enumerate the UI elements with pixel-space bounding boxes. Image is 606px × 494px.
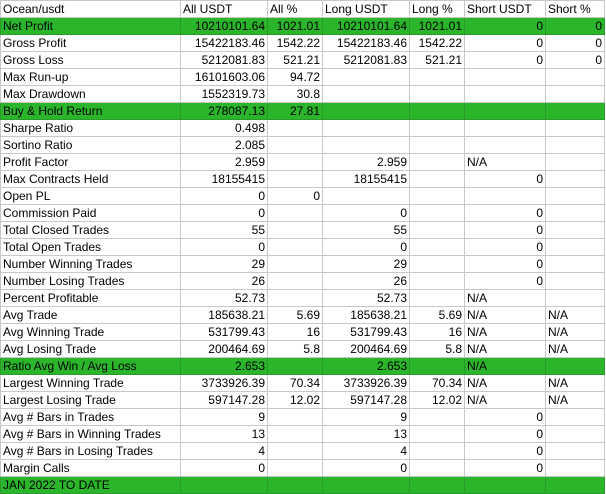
cell-long-pct[interactable] [410, 443, 465, 460]
cell-long-usdt[interactable]: 531799.43 [323, 324, 410, 341]
cell-all-usdt[interactable]: 55 [181, 222, 268, 239]
cell-label[interactable]: Avg # Bars in Trades [1, 409, 181, 426]
cell-short-usdt[interactable]: N/A [465, 154, 546, 171]
cell-short-pct[interactable] [546, 120, 605, 137]
table-row [1, 324, 605, 341]
cell-long-usdt[interactable]: 9 [323, 409, 410, 426]
cell-long-pct[interactable]: 5.8 [410, 341, 465, 358]
table-row [1, 443, 605, 460]
cell-all-pct[interactable] [268, 290, 323, 307]
cell-short-usdt[interactable]: 0 [465, 52, 546, 69]
table-row [1, 103, 605, 120]
cell-long-pct[interactable]: 16 [410, 324, 465, 341]
cell-long-pct[interactable] [410, 273, 465, 290]
cell-short-usdt[interactable]: N/A [465, 290, 546, 307]
cell-short-usdt[interactable]: 0 [465, 239, 546, 256]
header-cell-long-pct[interactable]: Long % [410, 1, 465, 18]
cell-short-pct[interactable] [546, 86, 605, 103]
header-cell-all-pct[interactable]: All % [268, 1, 323, 18]
table-row [1, 188, 605, 205]
cell-label[interactable]: Max Run-up [1, 69, 181, 86]
cell-short-pct[interactable] [546, 239, 605, 256]
cell-label[interactable]: Margin Calls [1, 460, 181, 477]
cell-long-pct[interactable] [410, 256, 465, 273]
cell-all-usdt[interactable]: 1552319.73 [181, 86, 268, 103]
table-row [1, 409, 605, 426]
cell-short-usdt[interactable]: 0 [465, 426, 546, 443]
cell-all-pct[interactable]: 16 [268, 324, 323, 341]
cell-label[interactable]: Net Profit [1, 18, 181, 35]
cell-short-pct[interactable] [546, 171, 605, 188]
cell-long-usdt[interactable] [323, 86, 410, 103]
table-row [1, 426, 605, 443]
cell-short-pct[interactable] [546, 460, 605, 477]
cell-all-usdt[interactable]: 2.959 [181, 154, 268, 171]
cell-long-usdt[interactable]: 10210101.64 [323, 18, 410, 35]
cell-all-pct[interactable]: 30.8 [268, 86, 323, 103]
cell-all-pct[interactable]: 1021.01 [268, 18, 323, 35]
cell-short-usdt[interactable] [465, 188, 546, 205]
cell-label[interactable]: JAN 2022 TO DATE [1, 477, 181, 494]
cell-label[interactable]: Buy & Hold Return [1, 103, 181, 120]
cell-label[interactable]: Number Losing Trades [1, 273, 181, 290]
cell-all-pct[interactable] [268, 443, 323, 460]
cell-long-usdt[interactable]: 55 [323, 222, 410, 239]
cell-short-usdt[interactable]: N/A [465, 392, 546, 409]
cell-short-usdt[interactable]: 0 [465, 171, 546, 188]
cell-all-pct[interactable] [268, 154, 323, 171]
cell-short-usdt[interactable]: 0 [465, 273, 546, 290]
cell-long-usdt[interactable]: 5212081.83 [323, 52, 410, 69]
cell-short-usdt[interactable] [465, 120, 546, 137]
cell-long-pct[interactable] [410, 409, 465, 426]
cell-long-usdt[interactable]: 52.73 [323, 290, 410, 307]
cell-long-pct[interactable] [410, 222, 465, 239]
cell-all-pct[interactable] [268, 171, 323, 188]
cell-long-usdt[interactable] [323, 137, 410, 154]
cell-long-pct[interactable] [410, 188, 465, 205]
cell-all-pct[interactable] [268, 120, 323, 137]
cell-long-usdt[interactable]: 15422183.46 [323, 35, 410, 52]
table-row [1, 273, 605, 290]
cell-short-pct[interactable] [546, 69, 605, 86]
cell-all-pct[interactable] [268, 460, 323, 477]
cell-short-usdt[interactable]: 0 [465, 35, 546, 52]
cell-all-pct[interactable] [268, 137, 323, 154]
cell-all-usdt[interactable]: 3733926.39 [181, 375, 268, 392]
table-row [1, 460, 605, 477]
cell-long-usdt[interactable] [323, 103, 410, 120]
cell-label[interactable]: Profit Factor [1, 154, 181, 171]
cell-all-usdt[interactable]: 0 [181, 239, 268, 256]
table-row [1, 154, 605, 171]
cell-label[interactable]: Sortino Ratio [1, 137, 181, 154]
cell-short-pct[interactable] [546, 222, 605, 239]
cell-short-pct[interactable] [546, 188, 605, 205]
cell-short-usdt[interactable]: 0 [465, 460, 546, 477]
cell-short-pct[interactable] [546, 103, 605, 120]
cell-short-pct[interactable]: 0 [546, 18, 605, 35]
cell-all-usdt[interactable]: 2.653 [181, 358, 268, 375]
table-row [1, 18, 605, 35]
cell-all-usdt[interactable]: 52.73 [181, 290, 268, 307]
cell-all-usdt[interactable]: 0.498 [181, 120, 268, 137]
cell-short-usdt[interactable] [465, 137, 546, 154]
cell-label[interactable]: Avg # Bars in Losing Trades [1, 443, 181, 460]
cell-short-pct[interactable]: N/A [546, 307, 605, 324]
table-row [1, 171, 605, 188]
cell-all-usdt[interactable]: 0 [181, 205, 268, 222]
cell-long-pct[interactable] [410, 358, 465, 375]
cell-long-pct[interactable]: 70.34 [410, 375, 465, 392]
table-row [1, 222, 605, 239]
cell-short-pct[interactable] [546, 256, 605, 273]
cell-short-usdt[interactable]: 0 [465, 256, 546, 273]
cell-short-pct[interactable]: N/A [546, 341, 605, 358]
cell-label[interactable]: Gross Loss [1, 52, 181, 69]
cell-label[interactable]: Ratio Avg Win / Avg Loss [1, 358, 181, 375]
cell-short-pct[interactable]: N/A [546, 324, 605, 341]
cell-all-pct[interactable] [268, 426, 323, 443]
cell-label[interactable]: Avg Trade [1, 307, 181, 324]
table-row [1, 375, 605, 392]
cell-all-pct[interactable] [268, 358, 323, 375]
header-row [1, 1, 605, 18]
table-row [1, 205, 605, 222]
cell-label[interactable]: Avg Winning Trade [1, 324, 181, 341]
cell-short-usdt[interactable]: N/A [465, 324, 546, 341]
table-row [1, 307, 605, 324]
cell-all-pct[interactable]: 5.8 [268, 341, 323, 358]
cell-all-usdt[interactable]: 2.085 [181, 137, 268, 154]
cell-long-pct[interactable] [410, 290, 465, 307]
header-cell-long-usdt[interactable]: Long USDT [323, 1, 410, 18]
cell-label[interactable]: Largest Losing Trade [1, 392, 181, 409]
cell-long-pct[interactable] [410, 205, 465, 222]
table-row [1, 69, 605, 86]
table-row [1, 290, 605, 307]
cell-all-pct[interactable]: 12.02 [268, 392, 323, 409]
table-row [1, 86, 605, 103]
cell-label[interactable]: Avg # Bars in Winning Trades [1, 426, 181, 443]
cell-label[interactable]: Commission Paid [1, 205, 181, 222]
cell-all-usdt[interactable]: 10210101.64 [181, 18, 268, 35]
cell-all-usdt[interactable]: 531799.43 [181, 324, 268, 341]
cell-short-usdt[interactable]: 0 [465, 18, 546, 35]
cell-long-usdt[interactable] [323, 120, 410, 137]
cell-all-pct[interactable] [268, 256, 323, 273]
cell-long-usdt[interactable]: 0 [323, 460, 410, 477]
cell-short-pct[interactable] [546, 443, 605, 460]
cell-all-pct[interactable]: 70.34 [268, 375, 323, 392]
cell-long-usdt[interactable]: 597147.28 [323, 392, 410, 409]
cell-all-usdt[interactable]: 16101603.06 [181, 69, 268, 86]
cell-all-pct[interactable]: 1542.22 [268, 35, 323, 52]
cell-long-pct[interactable]: 1542.22 [410, 35, 465, 52]
cell-long-pct[interactable] [410, 460, 465, 477]
cell-long-usdt[interactable]: 4 [323, 443, 410, 460]
cell-all-usdt[interactable]: 26 [181, 273, 268, 290]
cell-all-pct[interactable] [268, 273, 323, 290]
cell-long-pct[interactable]: 5.69 [410, 307, 465, 324]
cell-all-pct[interactable]: 0 [268, 188, 323, 205]
cell-short-pct[interactable] [546, 290, 605, 307]
cell-all-pct[interactable]: 94.72 [268, 69, 323, 86]
cell-all-usdt[interactable]: 5212081.83 [181, 52, 268, 69]
cell-all-usdt[interactable]: 0 [181, 188, 268, 205]
table-row [1, 137, 605, 154]
cell-long-usdt[interactable]: 18155415 [323, 171, 410, 188]
cell-short-usdt[interactable]: 0 [465, 443, 546, 460]
cell-short-pct[interactable] [546, 154, 605, 171]
cell-label[interactable]: Open PL [1, 188, 181, 205]
cell-all-usdt[interactable]: 13 [181, 426, 268, 443]
table-row [1, 358, 605, 375]
cell-all-pct[interactable]: 5.69 [268, 307, 323, 324]
cell-long-pct[interactable] [410, 137, 465, 154]
cell-long-pct[interactable] [410, 239, 465, 256]
cell-short-pct[interactable] [546, 426, 605, 443]
cell-all-usdt[interactable]: 15422183.46 [181, 35, 268, 52]
cell-all-usdt[interactable]: 9 [181, 409, 268, 426]
cell-long-usdt[interactable]: 3733926.39 [323, 375, 410, 392]
cell-short-usdt[interactable]: N/A [465, 341, 546, 358]
cell-long-pct[interactable]: 1021.01 [410, 18, 465, 35]
cell-all-pct[interactable] [268, 239, 323, 256]
cell-all-pct[interactable] [268, 222, 323, 239]
cell-all-usdt[interactable]: 597147.28 [181, 392, 268, 409]
cell-long-pct[interactable] [410, 103, 465, 120]
cell-short-usdt[interactable]: 0 [465, 205, 546, 222]
cell-long-usdt[interactable]: 29 [323, 256, 410, 273]
cell-short-usdt[interactable]: 0 [465, 222, 546, 239]
cell-short-usdt[interactable] [465, 86, 546, 103]
header-cell-all-usdt[interactable]: All USDT [181, 1, 268, 18]
cell-label[interactable]: Sharpe Ratio [1, 120, 181, 137]
cell-all-usdt[interactable]: 200464.69 [181, 341, 268, 358]
cell-long-pct[interactable] [410, 69, 465, 86]
cell-long-usdt[interactable]: 0 [323, 205, 410, 222]
cell-long-usdt[interactable] [323, 69, 410, 86]
cell-short-pct[interactable]: N/A [546, 392, 605, 409]
cell-all-usdt[interactable]: 278087.13 [181, 103, 268, 120]
cell-short-usdt[interactable]: N/A [465, 358, 546, 375]
cell-all-usdt[interactable]: 0 [181, 460, 268, 477]
header-cell-label[interactable]: Ocean/usdt [1, 1, 181, 18]
cell-all-usdt[interactable]: 185638.21 [181, 307, 268, 324]
cell-short-usdt[interactable]: N/A [465, 307, 546, 324]
cell-label[interactable]: Max Contracts Held [1, 171, 181, 188]
cell-long-pct[interactable]: 12.02 [410, 392, 465, 409]
cell-long-pct[interactable] [410, 171, 465, 188]
table-row [1, 120, 605, 137]
cell-long-pct[interactable] [410, 426, 465, 443]
cell-label[interactable]: Avg Losing Trade [1, 341, 181, 358]
header-cell-short-usdt[interactable]: Short USDT [465, 1, 546, 18]
cell-long-usdt[interactable]: 2.959 [323, 154, 410, 171]
cell-long-usdt[interactable] [323, 188, 410, 205]
cell-short-pct[interactable]: 0 [546, 52, 605, 69]
cell-long-usdt[interactable]: 185638.21 [323, 307, 410, 324]
cell-long-usdt[interactable]: 26 [323, 273, 410, 290]
cell-all-pct[interactable]: 521.21 [268, 52, 323, 69]
cell-long-pct[interactable] [410, 86, 465, 103]
table-row [1, 239, 605, 256]
cell-long-pct[interactable] [410, 120, 465, 137]
cell-label[interactable]: Number Winning Trades [1, 256, 181, 273]
cell-short-pct[interactable] [546, 273, 605, 290]
table-row [1, 341, 605, 358]
table-row [1, 35, 605, 52]
cell-long-pct[interactable]: 521.21 [410, 52, 465, 69]
cell-label[interactable]: Largest Winning Trade [1, 375, 181, 392]
cell-all-pct[interactable]: 27.81 [268, 103, 323, 120]
cell-label[interactable]: Percent Profitable [1, 290, 181, 307]
cell-short-usdt[interactable]: 0 [465, 409, 546, 426]
cell-short-pct[interactable] [546, 409, 605, 426]
cell-long-pct[interactable] [410, 154, 465, 171]
cell-label[interactable]: Max Drawdown [1, 86, 181, 103]
cell-label[interactable]: Gross Profit [1, 35, 181, 52]
cell-long-usdt[interactable]: 200464.69 [323, 341, 410, 358]
cell-long-usdt[interactable]: 0 [323, 239, 410, 256]
cell-all-usdt[interactable]: 18155415 [181, 171, 268, 188]
cell-short-usdt[interactable] [465, 103, 546, 120]
header-cell-short-pct[interactable]: Short % [546, 1, 605, 18]
cell-all-pct[interactable] [268, 205, 323, 222]
cell-all-usdt[interactable]: 29 [181, 256, 268, 273]
cell-all-usdt[interactable]: 4 [181, 443, 268, 460]
table-row [1, 256, 605, 273]
cell-long-usdt[interactable]: 13 [323, 426, 410, 443]
cell-label[interactable]: Total Closed Trades [1, 222, 181, 239]
cell-short-pct[interactable] [546, 137, 605, 154]
cell-all-pct[interactable] [268, 409, 323, 426]
cell-short-usdt[interactable]: N/A [465, 375, 546, 392]
cell-short-pct[interactable] [546, 205, 605, 222]
table-row [1, 392, 605, 409]
cell-long-usdt[interactable]: 2.653 [323, 358, 410, 375]
cell-short-pct[interactable] [546, 358, 605, 375]
cell-short-pct[interactable]: N/A [546, 375, 605, 392]
table-row [1, 52, 605, 69]
cell-short-usdt[interactable] [465, 69, 546, 86]
cell-label[interactable]: Total Open Trades [1, 239, 181, 256]
cell-short-pct[interactable]: 0 [546, 35, 605, 52]
